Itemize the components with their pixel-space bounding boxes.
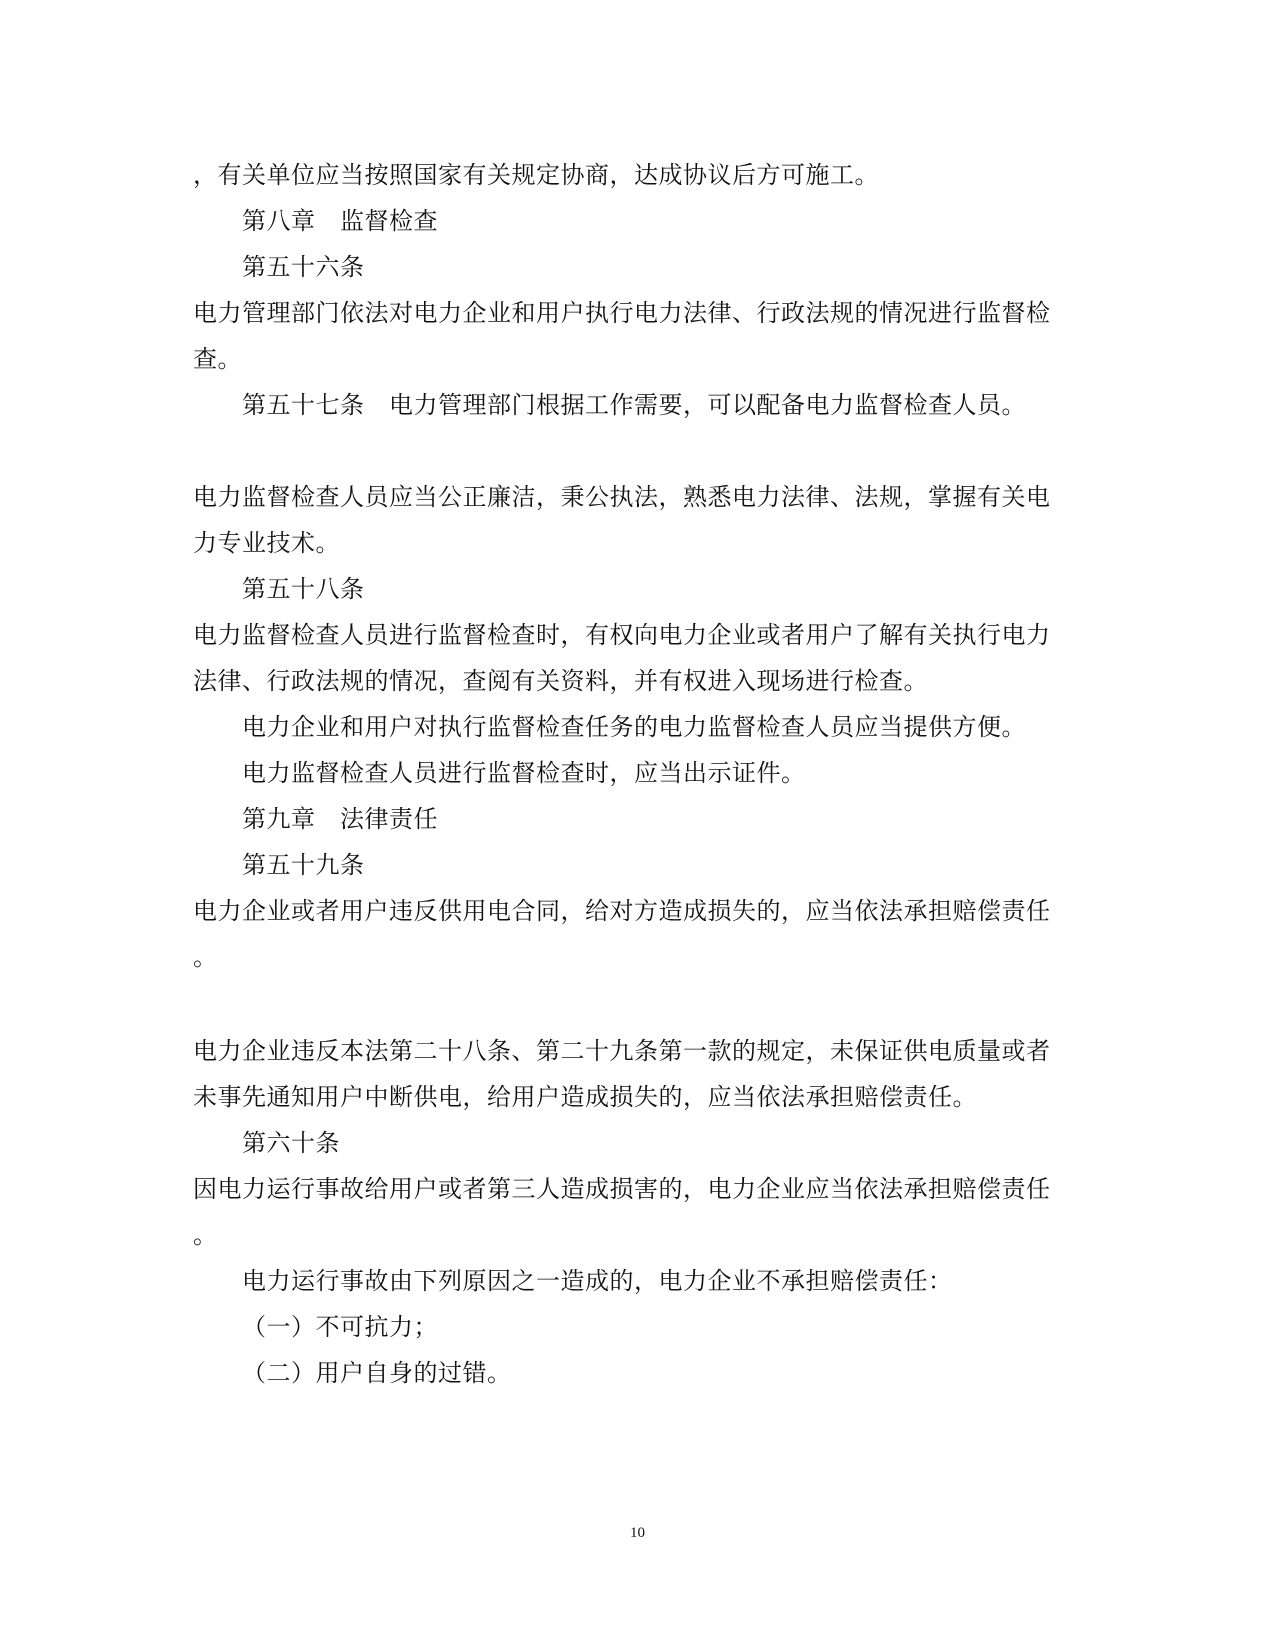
text-line-10: 电力监督检查人员进行监督检查时，有权向电力企业或者用户了解有关执行电力 <box>193 621 1051 649</box>
text-line-8: 力专业技术。 <box>193 529 340 557</box>
chapter-heading-8: 第八章 监督检查 <box>242 207 438 235</box>
text-line-23: 电力运行事故由下列原因之一造成的，电力企业不承担赔偿责任： <box>242 1267 953 1295</box>
list-item-1: （一）不可抗力； <box>242 1313 438 1341</box>
article-line-57: 第五十七条 电力管理部门根据工作需要，可以配备电力监督检查人员。 <box>242 391 1026 419</box>
text-line-12: 电力企业和用户对执行监督检查任务的电力监督检查人员应当提供方便。 <box>242 713 1026 741</box>
text-line-11: 法律、行政法规的情况，查阅有关资料，并有权进入现场进行检查。 <box>193 667 928 695</box>
text-line-18: 电力企业违反本法第二十八条、第二十九条第一款的规定，未保证供电质量或者 <box>193 1037 1051 1065</box>
text-line-4: 电力管理部门依法对电力企业和用户执行电力法律、行政法规的情况进行监督检 <box>193 299 1051 327</box>
text-line-19: 未事先通知用户中断供电，给用户造成损失的，应当依法承担赔偿责任。 <box>193 1083 977 1111</box>
text-line-13: 电力监督检查人员进行监督检查时，应当出示证件。 <box>242 759 806 787</box>
text-line-21: 因电力运行事故给用户或者第三人造成损害的，电力企业应当依法承担赔偿责任 <box>193 1175 1051 1203</box>
article-heading-59: 第五十九条 <box>242 851 365 879</box>
text-line-17: 。 <box>193 943 218 971</box>
article-heading-58: 第五十八条 <box>242 575 365 603</box>
text-line-16: 电力企业或者用户违反供用电合同，给对方造成损失的，应当依法承担赔偿责任 <box>193 897 1051 925</box>
chapter-heading-9: 第九章 法律责任 <box>242 805 438 833</box>
article-heading-56: 第五十六条 <box>242 253 365 281</box>
list-item-2: （二）用户自身的过错。 <box>242 1359 512 1387</box>
text-line-22: 。 <box>193 1221 218 1249</box>
article-heading-60: 第六十条 <box>242 1129 340 1157</box>
text-line-5: 查。 <box>193 345 242 373</box>
text-line-1: ，有关单位应当按照国家有关规定协商，达成协议后方可施工。 <box>193 161 879 189</box>
page-number: 10 <box>630 1525 645 1541</box>
text-line-7: 电力监督检查人员应当公正廉洁，秉公执法，熟悉电力法律、法规，掌握有关电 <box>193 483 1051 511</box>
